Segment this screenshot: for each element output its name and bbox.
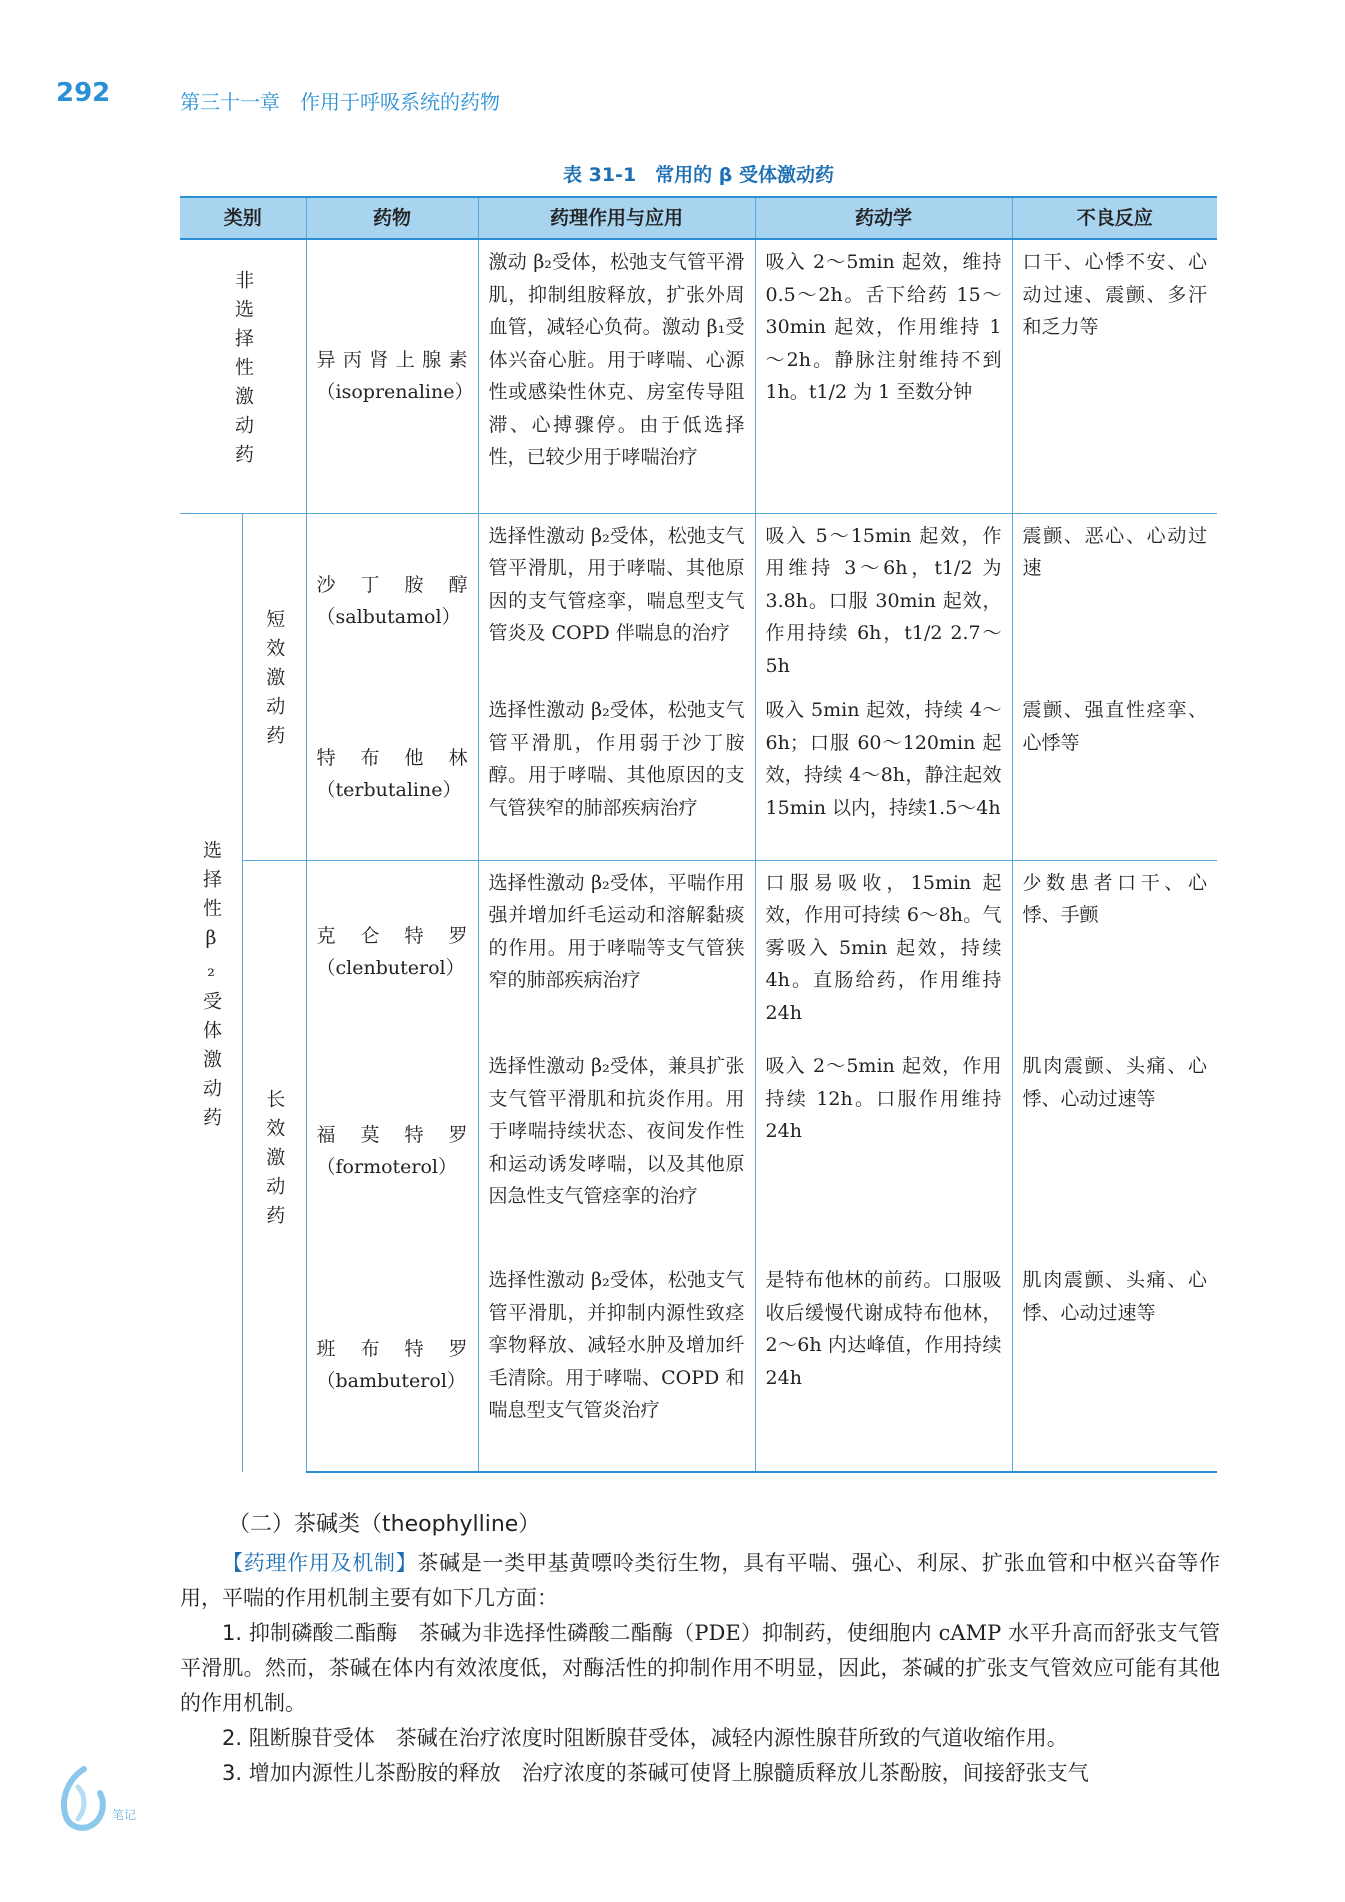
subcategory-long: 长效激动药 [242,860,306,1472]
table-row [180,513,1217,688]
pharmacokinetics-cell: 吸入 2～5min 起效，作用持续 12h。口服作用维持 24h [755,1044,1012,1258]
pharmacology-cell: 选择性激动 β₂受体，平喘作用强并增加纤毛运动和溶解黏痰的作用。用于哮喘等支气管狭窄的肺部疾病治疗 [478,860,755,1044]
adverse-cell: 肌肉震颤、头痛、心悸、心动过速等 [1012,1044,1217,1258]
mechanism-item [180,1616,1220,1721]
drug-name: 福莫特罗（formoterol） [306,1044,478,1258]
notes-logo-text: 笔记 [112,1808,137,1822]
adverse-cell: 少数患者口干、心悸、手颤 [1012,860,1217,1044]
adverse-cell: 震颤、强直性痉挛、心悸等 [1012,688,1217,860]
page-number: 292 [56,78,111,108]
chapter-title: 第三十一章 作用于呼吸系统的药物 [180,90,500,114]
header-drug: 药物 [306,197,478,239]
mechanism-text: 治疗浓度的茶碱可使肾上腺髓质释放儿茶酚胺，间接舒张支气 [521,1761,1089,1785]
pharmacology-cell: 选择性激动 β₂受体，松弛支气管平滑肌，并抑制内源性致痉挛物释放、减轻水肿及增加纤毛清除。用于哮喘、COPD 和喘息型支气管炎治疗 [478,1258,755,1472]
adverse-cell: 口干、心悸不安、心动过速、震颤、多汗和乏力等 [1012,239,1217,513]
drug-name: 特布他林（terbutaline） [306,688,478,860]
header-adverse-reactions: 不良反应 [1012,197,1217,239]
pharmacology-cell: 激动 β₂受体，松弛支气管平滑肌，抑制组胺释放，扩张外周血管，减轻心负荷。激动 β₁受体兴奋心脏。用于哮喘、心源性或感染性休克、房室传导阻滞、心搏骤停。由于低选择性，已较少用于哮喘治疗 [478,239,755,513]
table-row [180,1258,1217,1472]
pharmacology-cell: 选择性激动 β₂受体，松弛支气管平滑肌，用于哮喘、其他原因的支气管痉挛，喘息型支气管炎及 COPD 伴喘息的治疗 [478,513,755,688]
pharmacokinetics-cell: 吸入 5min 起效，持续 4～6h；口服 60～120min 起效，持续 4～8h，静注起效 15min 以内，持续1.5～4h [755,688,1012,860]
drug-name: 班布特罗（bambuterol） [306,1258,478,1472]
mechanism-item [180,1756,1220,1791]
adverse-cell: 肌肉震颤、头痛、心悸、心动过速等 [1012,1258,1217,1472]
section-title: （二）茶碱类（theophylline） [228,1512,541,1537]
table-row [180,860,1217,1044]
header-pharmacology: 药理作用与应用 [478,197,755,239]
drug-name: 克仑特罗（clenbuterol） [306,860,478,1044]
pharmacokinetics-cell: 口服易吸收，15min 起效，作用可持续 6～8h。气雾吸入 5min 起效，持续 4h。直肠给药，作用维持 24h [755,860,1012,1044]
drug-name: 沙丁胺醇（salbutamol） [306,513,478,688]
notes-logo-icon [56,1765,112,1833]
pharmacokinetics-cell: 吸入 2～5min 起效，维持 0.5～2h。舌下给药 15～30min 起效，作用维持 1～2h。静脉注射维持不到 1h。t1/2 为 1 至数分钟 [755,239,1012,513]
category-nonselective: 非选择性激动药 [232,269,254,473]
header-category: 类别 [180,197,306,239]
mechanism-item [180,1721,1220,1756]
intro-paragraph [180,1546,1220,1616]
pharmacokinetics-cell: 是特布他林的前药。口服吸收后缓慢代谢成特布他林，2～6h 内达峰值，作用持续 24h [755,1258,1012,1472]
intro-label: 【药理作用及机制】 [222,1551,418,1575]
intro-text: 茶碱是一类甲基黄嘌呤类衍生物，具有平喘、强心、利尿、扩张血管和中枢兴奋等作用，平喘的作用机制主要有如下几方面： [180,1551,1221,1610]
table-caption: 表 31-1 常用的 β 受体激动药 [563,164,834,186]
beta-agonist-table [180,196,1217,1473]
adverse-cell: 震颤、恶心、心动过速 [1012,513,1217,688]
table-row [180,1044,1217,1258]
table-header-row [180,197,1217,239]
pharmacology-cell: 选择性激动 β₂受体，兼具扩张支气管平滑肌和抗炎作用。用于哮喘持续状态、夜间发作性和运动诱发哮喘，以及其他原因急性支气管痉挛的治疗 [478,1044,755,1258]
subcategory-short: 短效激动药 [242,513,306,860]
category-selective: 选择性β₂受体激动药 [180,513,242,1472]
table-row [180,239,1217,513]
mechanism-label: 1. 抑制磷酸二酯酶 [222,1621,398,1645]
mechanism-label: 2. 阻断腺苷受体 [222,1726,375,1750]
drug-name: 异丙肾上腺素（isoprenaline） [306,239,478,513]
pharmacokinetics-cell: 吸入 5～15min 起效，作用维持 3～6h，t1/2 为 3.8h。口服 30min 起效，作用持续 6h，t1/2 2.7～5h [755,513,1012,688]
mechanism-label: 3. 增加内源性儿茶酚胺的释放 [222,1761,501,1785]
table-row [180,688,1217,860]
pharmacology-cell: 选择性激动 β₂受体，松弛支气管平滑肌，作用弱于沙丁胺醇。用于哮喘、其他原因的支气管狭窄的肺部疾病治疗 [478,688,755,860]
mechanism-text: 茶碱为非选择性磷酸二酯酶（PDE）抑制药，使细胞内 cAMP 水平升高而舒张支气管平滑肌。然而，茶碱在体内有效浓度低，对酶活性的抑制作用不明显，因此，茶碱的扩张支气管效应可能有其他的作用机制。 [180,1621,1221,1715]
header-pharmacokinetics: 药动学 [755,197,1012,239]
mechanism-text: 茶碱在治疗浓度时阻断腺苷受体，减轻内源性腺苷所致的气道收缩作用。 [395,1726,1068,1750]
